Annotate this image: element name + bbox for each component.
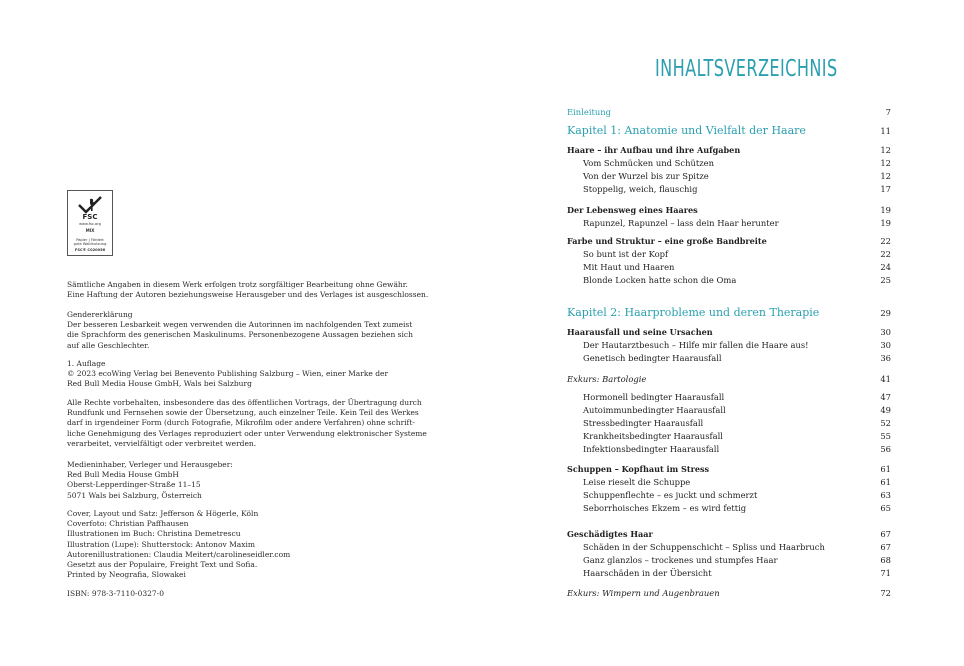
toc-entry-title: Stoppelig, weich, flauschig (583, 184, 698, 194)
toc-entry-title: Exkurs: Wimpern und Augenbrauen (567, 588, 720, 598)
toc-entry-title: Krankheitsbedingter Haarausfall (583, 431, 723, 441)
imprint-line: Sämtliche Angaben in diesem Werk erfolgen trotz sorgfältiger Bearbeitung ohne Gewähr. (67, 280, 408, 289)
toc-entry-page: 36 (880, 353, 891, 363)
toc-entry-page: 12 (880, 158, 891, 168)
toc-entry-title: Haarschäden in der Übersicht (583, 568, 712, 578)
toc-section (567, 464, 891, 477)
toc-entry-title: Haare – ihr Aufbau und ihre Aufgaben (567, 145, 741, 155)
toc-entry (583, 477, 891, 490)
imprint-line: Autorenillustrationen: Claudia Meitert/carolineseidler.com (67, 549, 291, 559)
imprint-line: Oberst-Lepperdinger-Straße 11–15 (67, 480, 201, 490)
toc-entry-title: Schäden in der Schuppenschicht – Spliss und Haarbruch (583, 542, 825, 552)
toc-entry-page: 61 (880, 464, 891, 474)
toc-entry-title: Rapunzel, Rapunzel – lass dein Haar herunter (583, 218, 779, 228)
toc-entry (583, 418, 891, 431)
fsc-logo-line1: Papier | Fördert (76, 238, 104, 242)
toc-entry (583, 184, 891, 197)
imprint-line: die Sprachform des generischen Maskulinums. Personenbezogene Aussagen beziehen sich (67, 330, 413, 340)
imprint-rights (67, 398, 427, 449)
toc-entry-page: 52 (880, 418, 891, 428)
toc-entry-title: Der Lebensweg eines Haares (567, 205, 698, 215)
toc-entry-page: 68 (880, 555, 891, 565)
toc-entry-title: Kapitel 2: Haarprobleme und deren Therapie (567, 306, 820, 319)
toc-entry (583, 431, 891, 444)
imprint-line: auf alle Geschlechter. (67, 340, 150, 350)
toc-entry-page: 24 (880, 262, 891, 272)
toc-entry-page: 47 (880, 392, 891, 402)
fsc-logo-mix: MIX (85, 228, 95, 233)
imprint-line: Cover, Layout und Satz: Jefferson & Högerle, Köln (67, 509, 259, 518)
toc-entry-page: 19 (880, 218, 891, 228)
toc-entry-title: Ganz glanzlos – trockenes und stumpfes Haar (583, 555, 778, 565)
toc-entry-title: Stressbedingter Haarausfall (583, 418, 704, 428)
fsc-logo-url: www.fsc.org (79, 222, 101, 226)
fsc-logo (67, 190, 113, 256)
toc-entry-title: Schuppen – Kopfhaut im Stress (567, 464, 710, 474)
toc-entry (583, 490, 891, 503)
toc-entry-page: 29 (880, 308, 891, 318)
toc-entry-page: 22 (880, 236, 891, 246)
toc-entry-title: Haarausfall und seine Ursachen (567, 327, 713, 337)
toc-entry-page: 12 (880, 145, 891, 155)
imprint-line: Rundfunk und Fernsehen sowie der Übersetzung, auch einzelner Teile. Kein Teil des Werkes (67, 408, 419, 418)
toc-section (567, 327, 891, 340)
toc-entry-page: 17 (880, 184, 891, 194)
toc-entry (583, 340, 891, 353)
toc-entry-page: 22 (880, 249, 891, 259)
toc-entry-title: Genetisch bedingter Haarausfall (583, 353, 722, 363)
toc-entry-title: Blonde Locken hatte schon die Oma (583, 275, 737, 285)
imprint-line: Gesetzt aus der Populaire, Freight Text und Sofia. (67, 560, 258, 570)
toc-entry (583, 275, 891, 288)
toc-chapter (567, 124, 891, 140)
toc-entry (583, 542, 891, 555)
toc-entry (583, 444, 891, 457)
toc-entry-title: Schuppenflechte – es juckt und schmerzt (583, 490, 758, 500)
toc-entry-page: 61 (880, 477, 891, 487)
fsc-logo-line2: gute Waldnutzung (73, 242, 107, 246)
toc-section (567, 529, 891, 542)
toc-section (567, 205, 891, 218)
toc-entry-page: 7 (885, 107, 891, 117)
toc-entry (583, 158, 891, 171)
toc-entry-title: Exkurs: Bartologie (567, 374, 647, 384)
toc-entry-title: Autoimmunbedingter Haarausfall (583, 405, 726, 415)
imprint-line: Illustration (Lupe): Shutterstock: Antonov Maxim (67, 539, 255, 549)
toc-entry-title: Kapitel 1: Anatomie und Vielfalt der Haare (567, 124, 806, 137)
toc-entry-page: 30 (880, 340, 891, 350)
imprint-line: Printed by Neografia, Slowakei (67, 570, 186, 580)
toc-entry (583, 218, 891, 231)
toc-entry-page: 56 (880, 444, 891, 454)
toc-entry-title: So bunt ist der Kopf (583, 249, 669, 259)
tree-checkmark-icon (77, 195, 103, 215)
toc-entry-title: Vom Schmücken und Schützen (583, 158, 715, 168)
toc-entry-page: 19 (880, 205, 891, 215)
toc-entry-page: 11 (880, 126, 891, 136)
toc-entry-page: 67 (880, 542, 891, 552)
toc-entry-title: Hormonell bedingter Haarausfall (583, 392, 725, 402)
toc-entry-page: 25 (880, 275, 891, 285)
fsc-logo-code: FSC® C020056 (74, 248, 106, 252)
imprint-line: Medieninhaber, Verleger und Herausgeber: (67, 460, 233, 469)
toc-entry-title: Von der Wurzel bis zur Spitze (583, 171, 709, 181)
toc-entry-page: 63 (880, 490, 891, 500)
imprint-line: Coverfoto: Christian Paffhausen (67, 519, 189, 529)
toc-entry-title: Der Hautarztbesuch – Hilfe mir fallen die Haare aus! (583, 340, 809, 350)
imprint-line: Illustrationen im Buch: Christina Demetrescu (67, 529, 241, 539)
toc-entry-page: 30 (880, 327, 891, 337)
toc-entry-page: 67 (880, 529, 891, 539)
fsc-logo-name: FSC (82, 213, 98, 221)
imprint-line: liche Genehmigung des Verlages reproduziert oder unter Verwendung elektronischer Systeme (67, 428, 427, 438)
isbn: ISBN: 978-3-7110-0327-0 (67, 589, 164, 598)
toc-entry-title: Einleitung (567, 107, 612, 117)
imprint-line: verarbeitet, vervielfältigt oder verbreitet werden. (67, 438, 257, 448)
toc-excursus (567, 374, 891, 387)
toc-entry-page: 41 (880, 374, 891, 384)
imprint-line: Der besseren Lesbarkeit wegen verwenden die Autorinnen im nachfolgenden Text zumeist (67, 320, 413, 330)
toc-entry-title: Seborrhoisches Ekzem – es wird fettig (583, 503, 747, 513)
toc-entry (583, 568, 891, 581)
toc-entry (583, 262, 891, 275)
imprint-gender-note (67, 310, 412, 351)
imprint-edition (67, 359, 412, 390)
imprint-line: 5071 Wals bei Salzburg, Österreich (67, 490, 202, 500)
toc-entry (583, 405, 891, 418)
toc-entry (583, 353, 891, 366)
toc-section (567, 236, 891, 249)
imprint-line: Alle Rechte vorbehalten, insbesondere das des öffentlichen Vortrags, der Übertragung durch (67, 398, 422, 407)
imprint-disclaimer (67, 280, 429, 300)
toc-entry-page: 65 (880, 503, 891, 513)
imprint-line: Gendererklärung (67, 310, 133, 319)
toc-entry-title: Leise rieselt die Schuppe (583, 477, 691, 487)
toc-entry-title: Infektionsbedingter Haarausfall (583, 444, 720, 454)
toc-entry (583, 503, 891, 516)
toc-entry (583, 555, 891, 568)
toc-entry (567, 107, 891, 120)
toc-entry-page: 12 (880, 171, 891, 181)
imprint-isbn (67, 589, 412, 599)
imprint-line: darf in irgendeiner Form (durch Fotografie, Mikrofilm oder andere Verfahren) ohne schrift- (67, 418, 415, 428)
imprint-line: 1. Auflage (67, 359, 106, 368)
toc-entry (583, 392, 891, 405)
imprint-line: Eine Haftung der Autoren beziehungsweise Herausgeber und des Verlages ist ausgeschlossen. (67, 290, 429, 300)
imprint-credits (67, 509, 412, 580)
toc-chapter (567, 306, 891, 322)
imprint-line: Red Bull Media House GmbH (67, 470, 179, 480)
toc-entry-page: 49 (880, 405, 891, 415)
toc-entry-page: 55 (880, 431, 891, 441)
toc-entry-title: Farbe und Struktur – eine große Bandbreite (567, 236, 767, 246)
imprint-line: Red Bull Media House GmbH, Wals bei Salzburg (67, 379, 252, 389)
imprint-owner (67, 460, 412, 501)
toc-entry-page: 72 (880, 588, 891, 598)
page-title: INHALTSVERZEICHNIS (655, 56, 838, 82)
toc-entry (583, 171, 891, 184)
toc-entry-title: Mit Haut und Haaren (583, 262, 675, 272)
toc-entry-title: Geschädigtes Haar (567, 529, 653, 539)
toc-section (567, 145, 891, 158)
toc-excursus (567, 588, 891, 601)
toc-entry (583, 249, 891, 262)
toc-entry-page: 71 (880, 568, 891, 578)
imprint-line: © 2023 ecoWing Verlag bei Benevento Publishing Salzburg – Wien, einer Marke der (67, 369, 389, 379)
